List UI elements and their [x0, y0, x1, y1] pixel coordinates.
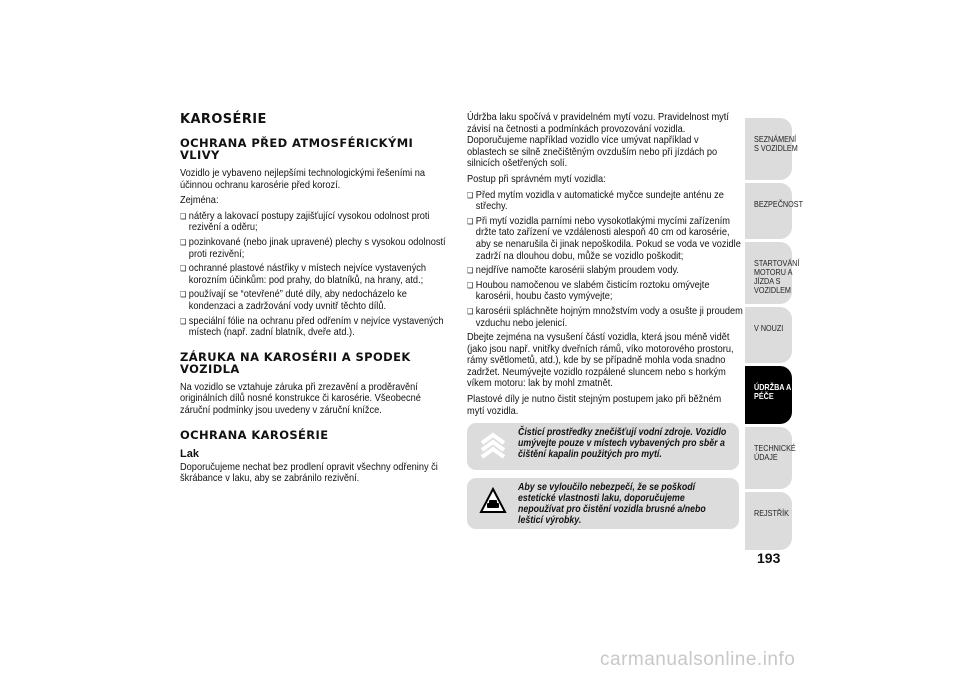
tab-label: V NOUZI — [754, 323, 784, 333]
tab-udrzba[interactable] — [745, 366, 792, 424]
tab-startovani[interactable] — [745, 242, 800, 304]
note-text: Čisticí prostředky znečišťují vodní zdroje. Vozidlo umývejte pouze v místech vybavených pro sběr a čištění kapalin použitých pro mytí. — [518, 427, 727, 461]
environment-note — [467, 423, 739, 470]
list-item: ❏ Před mytím vozidla v automatické myčce sundejte anténu ze střechy. — [467, 190, 746, 213]
list-item: ❏ pozinkované (nebo jinak upravené) plechy s vysokou odolností proti rezivění; — [180, 237, 449, 260]
section-heading-weather-protection: OCHRANA PŘED ATMOSFÉRICKÝMI VLIVY — [180, 136, 414, 162]
paragraph: Dbejte zejména na vysušení částí vozidla, která jsou méně vidět (jako jsou např. vnitřky dveřních rámů, víko motorového prostoru, rámy světlometů, atd.), kde by se případně mohla voda snadno zadržet. Neumývejte vozidlo rozpálené sluncem nebo s horkým víkem motoru: lak by mohl zmatnět. — [467, 331, 734, 390]
bullet-list — [180, 209, 446, 339]
paragraph: Doporučujeme nechat bez prodlení opravit všechny odřeniny či škrábance v laku, aby se zabránilo rezivění. — [180, 460, 438, 485]
list-item: ❏ Houbou namočenou ve slabém čisticím roztoku omývejte karosérii, houbu často vymývejte; — [467, 280, 746, 303]
chapter-title: KAROSÉRIE — [180, 112, 267, 127]
tab-rejstrik[interactable] — [745, 492, 792, 550]
list-item: ❏ nátěry a lakovací postupy zajišťující vysokou odolnost proti rezivění a oděru; — [180, 211, 449, 234]
list-item: ❏ ochranné plastové nástřiky v místech nejvíce vystavených korozním účinkům: pod prahy, do blatníků, na hrany, atd.; — [180, 263, 449, 286]
note-text: Aby se vyloučilo nebezpečí, že se poškodí estetické vlastnosti laku, doporučujeme nepoužívat pro čistění vozidla brusné a/nebo lešticí výrobky. — [518, 482, 706, 527]
tab-label: ÚDRŽBA A PÉČE — [754, 382, 791, 401]
tab-v-nouzi[interactable] — [745, 307, 792, 363]
paragraph: Vozidlo je vybaveno nejlepšími technologickými řešeními na účinnou ochranu karosérie před korozí. — [180, 167, 425, 191]
right-column — [467, 111, 743, 529]
watermark: carmanualsonline.info — [600, 649, 796, 670]
environment-chevrons-icon — [479, 431, 507, 461]
chapter-tabs — [745, 118, 803, 553]
tab-seznameni[interactable] — [745, 118, 798, 180]
tab-label: BEZPEČNOST — [754, 199, 803, 209]
tab-bezpecnost[interactable] — [745, 183, 803, 239]
left-column — [180, 112, 446, 489]
list-item: ❏ karosérii spláchněte hojným množstvím vody a osušte ji proudem vzduchu nebo jelenicí. — [467, 306, 746, 329]
tab-label: SEZNÁMENÍ S VOZIDLEM — [754, 134, 798, 153]
paragraph: Postup při správném mytí vozidla: — [467, 172, 606, 185]
tab-technicke-udaje[interactable] — [745, 427, 796, 489]
tab-label: TECHNICKÉ ÚDAJE — [754, 443, 796, 462]
page-number: 193 — [757, 550, 781, 566]
tab-label: REJSTŘÍK — [754, 508, 789, 518]
paragraph: Údržba laku spočívá v pravidelném mytí vozu. Pravidelnost mytí závisí na četnosti a podmínkách provozování vozidla. Doporučujeme například vozidlo více umývat například v oblastech se silně znečištěným ovzduším nebo při jízdách po silnicích ošetřených solí. — [467, 111, 729, 170]
warning-note — [467, 478, 739, 529]
bullet-list — [467, 188, 743, 330]
paragraph: Na vozidlo se vztahuje záruka při zrezavění a proděravění originálních dílů nosné konstrukce či karosérie. Všeobecné záruční podmínky jsou uvedeny v záruční knížce. — [180, 380, 421, 416]
section-heading-body-protection: OCHRANA KAROSÉRIE — [180, 427, 329, 442]
list-item: ❏ speciální fólie na ochranu před odřením v nejvíce vystavených místech (např. zadní blatník, dveře atd.). — [180, 316, 449, 339]
list-item: ❏ nejdříve namočte karosérii slabým proudem vody. — [467, 265, 746, 277]
list-item: ❏ Při mytí vozidla parními nebo vysokotlakými mycími zařízením držte tato zařízení ve vzdálenosti alespoň 40 cm od karosérie, aby se nenarušila či jinak nepoškodila. Pokud se voda ve vozidle zadrží na dlouhou dobu, může se vozidlo poškodit; — [467, 216, 746, 262]
subheading-paint: Lak — [180, 447, 199, 460]
tab-label: STARTOVÁNÍ MOTORU A JÍZDA S VOZIDLEM — [754, 258, 800, 295]
section-heading-warranty: ZÁRUKA NA KAROSÉRII A SPODEK VOZIDLA — [180, 349, 411, 376]
paragraph: Plastové díly je nutno čistit stejným postupem jako při běžném mytí vozidla. — [467, 393, 722, 417]
paragraph: Zejména: — [180, 194, 219, 207]
warning-car-icon — [479, 486, 507, 516]
list-item: ❏ používají se “otevřené” duté díly, aby nedocházelo ke kondenzaci a zadržování vody uvnitř těchto dílů. — [180, 289, 449, 312]
